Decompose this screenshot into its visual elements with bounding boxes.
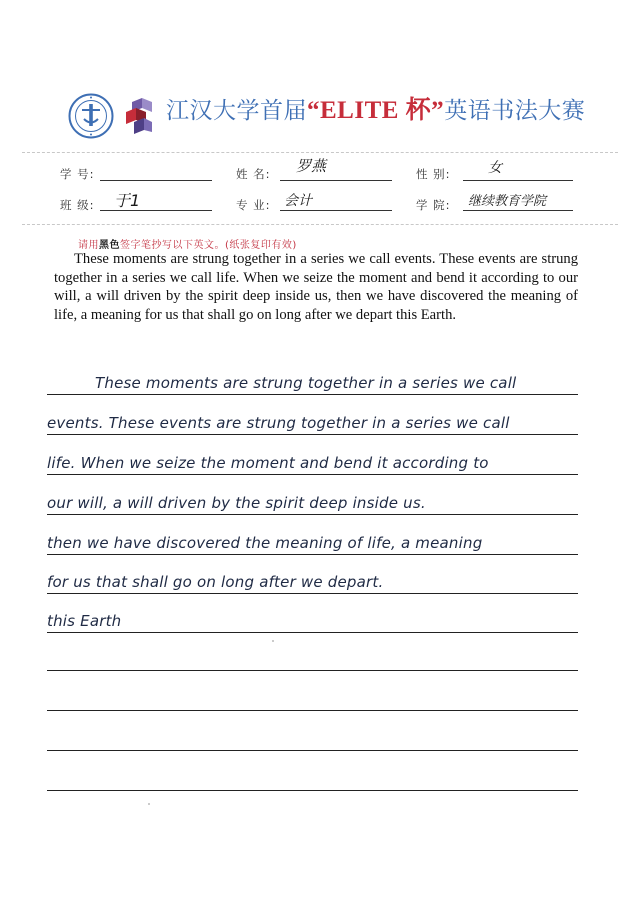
bottom-dashed-divider [22, 224, 618, 225]
gender-label: 性 别: [416, 167, 451, 181]
writing-rule [47, 670, 578, 671]
student-id-underline [100, 180, 212, 181]
gender-value[interactable]: 女 [488, 160, 502, 176]
contest-title [166, 94, 585, 128]
handwriting-line-5: then we have discovered the meaning of life, a meaning [47, 534, 483, 552]
major-label: 专 业: [236, 198, 271, 212]
instruction-suffix: 签字笔抄写以下英文。(纸张复印有效) [120, 240, 297, 251]
class-underline [100, 210, 212, 211]
major-underline [280, 210, 392, 211]
writing-rule [47, 710, 578, 711]
title-prefix: 江汉大学首届 [166, 98, 307, 124]
writing-rule [47, 632, 578, 633]
major-value[interactable]: 会计 [284, 193, 312, 209]
writing-rule [47, 790, 578, 791]
writing-rule [47, 593, 578, 594]
name-underline [280, 180, 392, 181]
university-seal-icon [68, 93, 114, 139]
handwriting-line-4: our will, a will driven by the spirit deep inside us. [47, 494, 426, 512]
name-value[interactable]: 罗燕 [296, 157, 327, 175]
class-value[interactable]: 于1 [114, 191, 141, 210]
title-highlight: “ELITE 杯” [307, 97, 445, 124]
writing-rule [47, 394, 578, 395]
handwriting-line-2: events. These events are strung together in a series we call [47, 414, 510, 432]
instruction-prefix: 请用 [78, 240, 99, 251]
top-dashed-divider [22, 152, 618, 153]
source-passage: These moments are strung together in a series we call events. These events are strung together in a series we call life. When we seize the moment and bend it according to our will, a will driven by the spirit deep inside us, then we have discovered the meaning of life, a meaning for us that shall go on long after we depart this Earth. [54, 251, 578, 323]
paper-speck [272, 640, 274, 642]
writing-rule [47, 474, 578, 475]
paper-speck [148, 803, 150, 805]
student-id-label: 学 号: [60, 167, 95, 181]
writing-rule [47, 514, 578, 515]
writing-rule [47, 434, 578, 435]
handwriting-line-7: this Earth [47, 612, 122, 630]
college-label: 学 院: [416, 198, 451, 212]
writing-rule [47, 554, 578, 555]
gender-underline [463, 180, 573, 181]
handwriting-line-6: for us that shall go on long after we depart. [47, 573, 384, 591]
contest-emblem-icon [122, 98, 156, 136]
class-label: 班 级: [60, 198, 95, 212]
handwriting-line-1: These moments are strung together in a series we call [95, 374, 517, 392]
copy-instruction [78, 236, 297, 251]
instruction-emphasis: 黑色 [99, 240, 120, 251]
handwriting-line-3: life. When we seize the moment and bend it according to [47, 454, 489, 472]
title-suffix: 英语书法大赛 [444, 98, 586, 124]
college-underline [463, 210, 573, 211]
college-value[interactable]: 继续教育学院 [468, 194, 547, 209]
writing-rule [47, 750, 578, 751]
name-label: 姓 名: [236, 167, 271, 181]
